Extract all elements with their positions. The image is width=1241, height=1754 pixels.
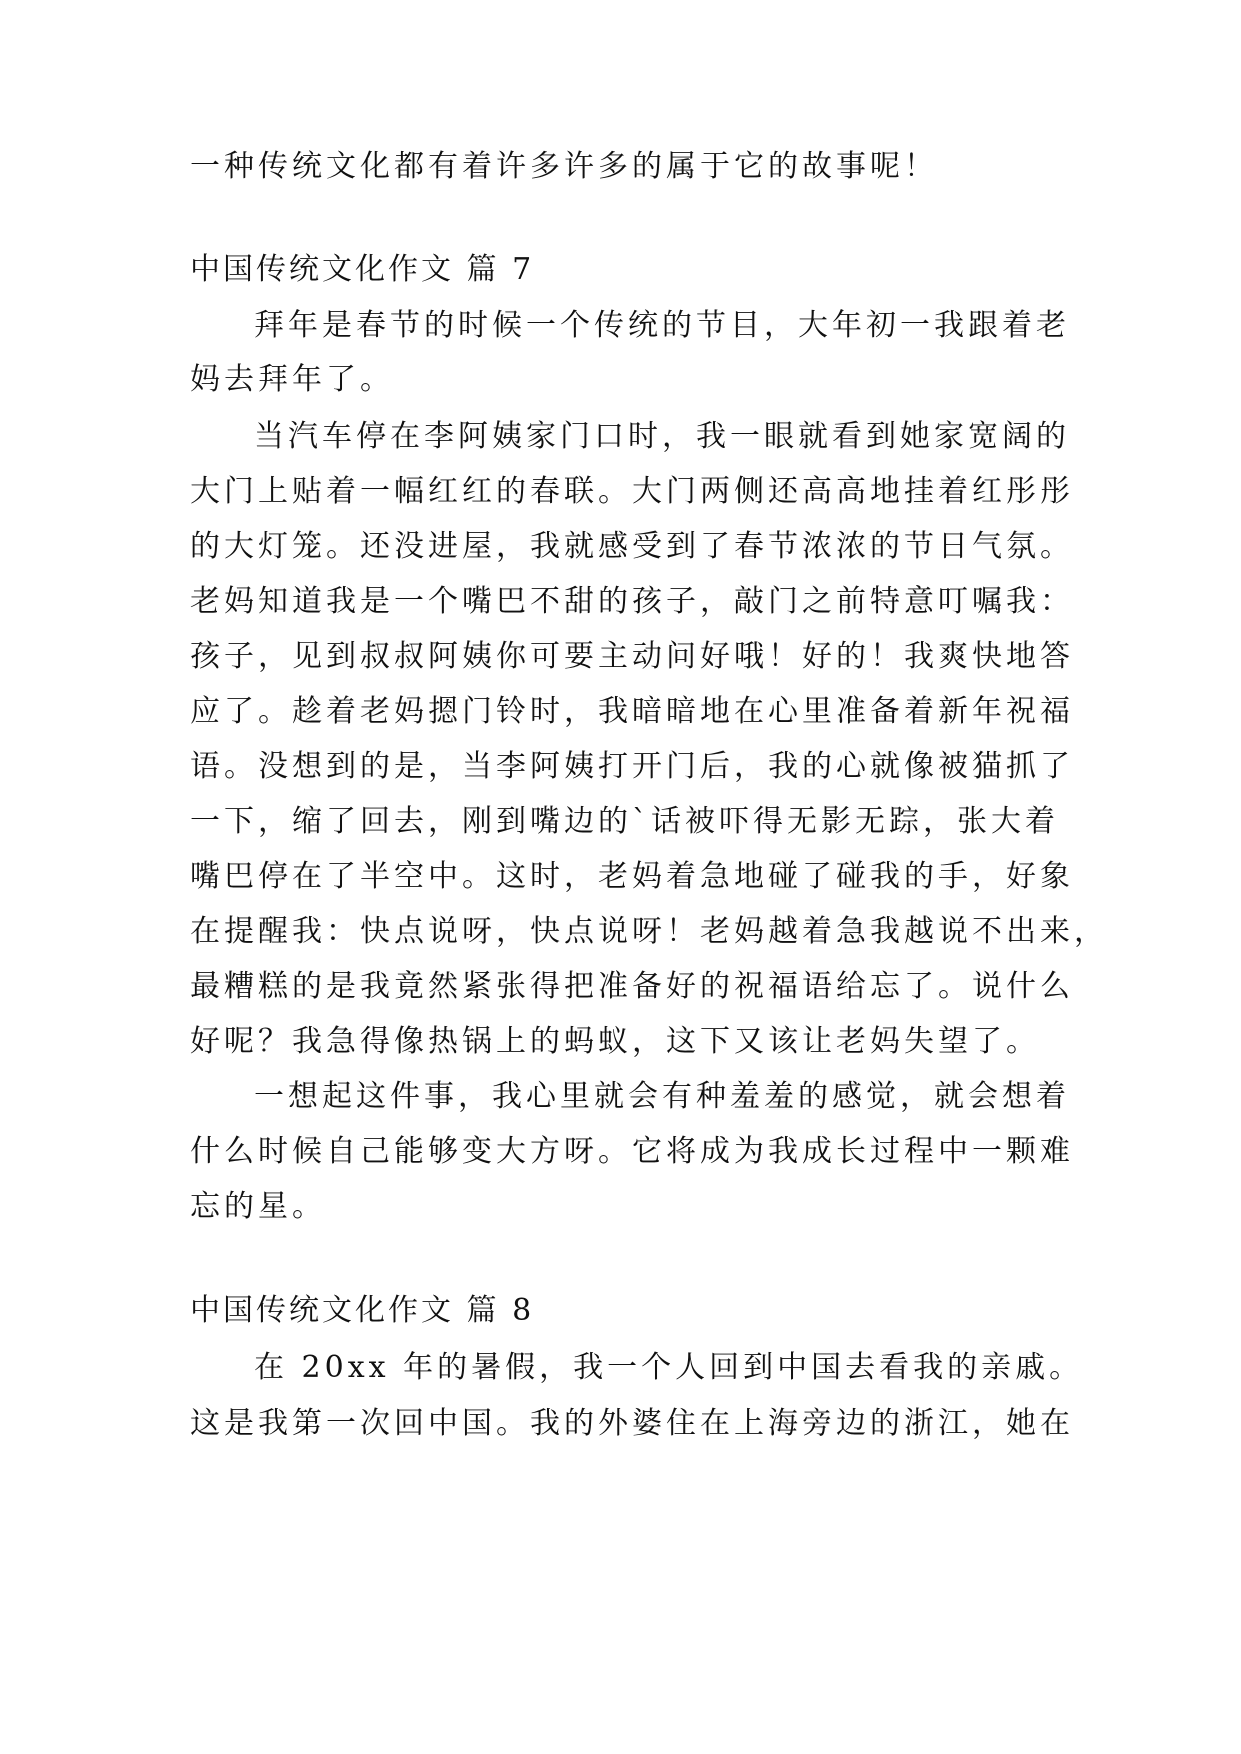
paragraph-line: 应了。趁着老妈摁门铃时，我暗暗地在心里准备着新年祝福: [190, 694, 1074, 729]
paragraph-line: 最糟糕的是我竟然紧张得把准备好的祝福语给忘了。说什么: [190, 969, 1074, 1004]
paragraph-line: 一种传统文化都有着许多许多的属于它的故事呢！: [190, 149, 938, 184]
paragraph-line: 妈去拜年了。: [190, 362, 394, 397]
paragraph-line: 一下，缩了回去，刚到嘴边的`话被吓得无影无踪，张大着: [190, 804, 1059, 839]
paragraph-line: 的大灯笼。还没进屋，我就感受到了春节浓浓的节日气氛。: [190, 529, 1074, 564]
paragraph-line: 一想起这件事，我心里就会有种羞羞的感觉，就会想着: [254, 1079, 1070, 1114]
paragraph-line: 语。没想到的是，当李阿姨打开门后，我的心就像被猫抓了: [190, 749, 1074, 784]
paragraph-line: 在提醒我：快点说呀，快点说呀！老妈越着急我越说不出来，: [190, 914, 1108, 949]
paragraph-line: 孩子，见到叔叔阿姨你可要主动问好哦！好的！我爽快地答: [190, 639, 1074, 674]
paragraph-line: 当汽车停在李阿姨家门口时，我一眼就看到她家宽阔的: [254, 419, 1070, 454]
paragraph-line: 好呢？我急得像热锅上的蚂蚁，这下又该让老妈失望了。: [190, 1024, 1040, 1059]
paragraph-line: 拜年是春节的时候一个传统的节目，大年初一我跟着老: [254, 308, 1070, 343]
paragraph-line: 在 20xx 年的暑假，我一个人回到中国去看我的亲戚。: [254, 1350, 1084, 1385]
section-heading-8: 中国传统文化作文 篇 8: [190, 1293, 535, 1328]
section-heading-7: 中国传统文化作文 篇 7: [190, 252, 535, 287]
paragraph-line: 这是我第一次回中国。我的外婆住在上海旁边的浙江，她在: [190, 1406, 1074, 1441]
paragraph-line: 什么时候自己能够变大方呀。它将成为我成长过程中一颗难: [190, 1134, 1074, 1169]
paragraph-line: 嘴巴停在了半空中。这时，老妈着急地碰了碰我的手，好象: [190, 859, 1074, 894]
paragraph-line: 大门上贴着一幅红红的春联。大门两侧还高高地挂着红彤彤: [190, 474, 1074, 509]
paragraph-line: 老妈知道我是一个嘴巴不甜的孩子，敲门之前特意叮嘱我：: [190, 584, 1074, 619]
paragraph-line: 忘的星。: [190, 1189, 326, 1224]
